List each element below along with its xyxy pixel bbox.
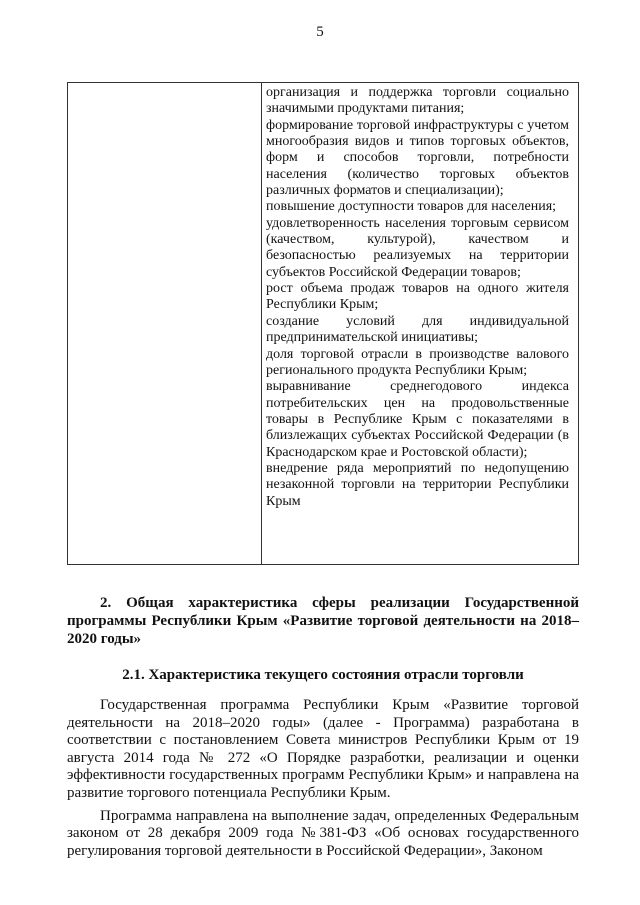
table-item: выравнивание среднегодового индекса потребительских цен на продовольственные товары в Республике Крым с показателями в близлежащих субъектах Российской Федерации (в Краснодарском крае и Ростовской области);: [266, 379, 569, 460]
table-item: формирование торговой инфраструктуры с учетом многообразия видов и типов торговых объектов, форм и способов торговли, потребности населения (количество торговых объектов различных форматов и специализации);: [266, 117, 569, 199]
section-heading: 2. Общая характеристика сферы реализации Государственной программы Республики Крым «Развитие торговой деятельности на 2018–2020 годы»: [67, 595, 579, 647]
table-item: внедрение ряда мероприятий по недопущению незаконной торговли на территории Республики Крым: [266, 460, 569, 509]
table-item: повышение доступности товаров для населения;: [266, 199, 557, 215]
table-right-cell: [266, 85, 569, 510]
table-item: организация и поддержка торговли социально значимыми продуктами питания;: [266, 85, 569, 117]
goals-table: [67, 82, 579, 565]
table-item: рост объема продаж товаров на одного жителя Республики Крым;: [266, 281, 569, 313]
subsection-heading: 2.1. Характеристика текущего состояния отрасли торговли: [122, 667, 524, 683]
table-item: создание условий для индивидуальной предпринимательской инициативы;: [266, 313, 569, 346]
table-left-cell: [68, 83, 262, 564]
page-number: 5: [316, 24, 324, 40]
table-item: удовлетворенность населения торговым сервисом (качеством, культурой), качеством и безопасностью реализуемых на территории субъектов Российской Федерации товаров;: [266, 215, 569, 280]
body-text: [67, 697, 579, 865]
paragraph: Программа направлена на выполнение задач, определенных Федеральным законом от 28 декабря 2009 года №381-ФЗ «Об основах государственного регулирования торговой деятельности в Российской Федерации», Законом: [67, 807, 579, 859]
table-item: доля торговой отрасли в производстве валового регионального продукта Республики Крым;: [266, 346, 569, 378]
paragraph: Государственная программа Республики Крым «Развитие торговой деятельности на 2018–2020 годы» (далее - Программа) разработана в соответствии с постановлением Совета министров Республики Крым от 19 августа 2014 года № 272 «О Порядке разработки, реализации и оценки эффективности государственных программ Республики Крым» и направлена на развитие торгового потенциала Республики Крым.: [67, 697, 579, 801]
